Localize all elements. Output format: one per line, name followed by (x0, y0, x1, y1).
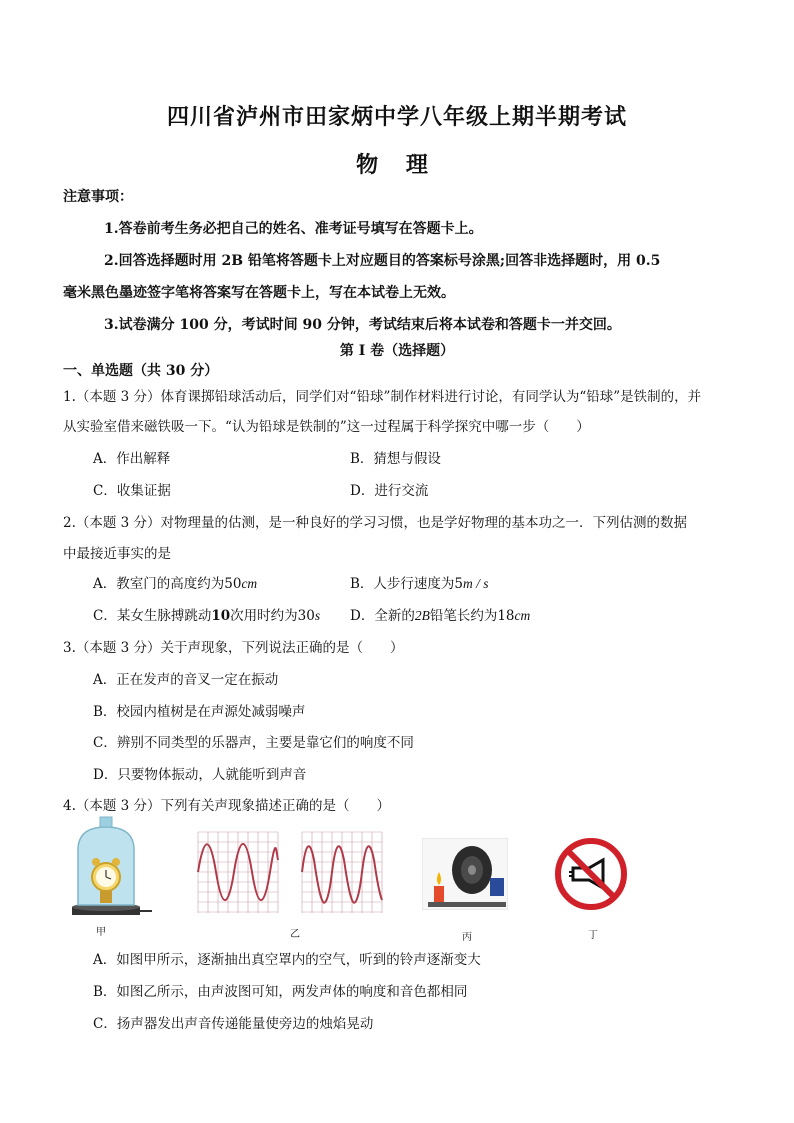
q2-a-unit: cm (241, 576, 258, 591)
q2-c-count: 10 (211, 608, 231, 624)
q2-d-pencil: 2B (414, 608, 430, 623)
q2-b-unit: m / s (463, 576, 489, 591)
q1-option-d: D．进行交流 (350, 483, 429, 499)
caption-ding: 丁 (588, 930, 598, 941)
bell-jar-figure (70, 815, 155, 920)
notice-item-1: 1.答卷前考生务必把自己的姓名、准考证号填写在答题卡上。 (104, 221, 483, 237)
q3-stem: 3.（本题 3 分）关于声现象，下列说法正确的是（ ） (63, 640, 404, 656)
q2-c-unit: s (314, 608, 321, 623)
q4-option-b: B．如图乙所示，由声波图可知，两发声体的响度和音色都相同 (93, 984, 468, 1000)
caption-jia: 甲 (96, 927, 106, 938)
q4-option-a: A．如图甲所示，逐渐抽出真空罩内的空气，听到的铃声逐渐变大 (93, 952, 481, 968)
waveform-figure (196, 830, 396, 915)
q2-stem-line1: 2.（本题 3 分）对物理量的估测，是一种良好的学习习惯，也是学好物理的基本功之一．下列估测的数据 (63, 515, 688, 531)
caption-bing: 丙 (462, 932, 472, 943)
section-heading: 一、单选题（共 30 分） (63, 363, 219, 379)
part1-title: 第 I 卷（选择题） (339, 343, 455, 359)
caption-yi: 乙 (290, 929, 300, 940)
q2-c-text: C．某女生脉搏跳动 (93, 608, 212, 624)
q3-option-d: D．只要物体振动，人就能听到声音 (93, 767, 307, 783)
no-horn-sign-figure (553, 836, 629, 912)
notice-heading: 注意事项： (63, 189, 133, 205)
notice-item-2a: 2.回答选择题时用 2B 铅笔将答题卡上对应题目的答案标号涂黑;回答非选择题时，用 0.5 (104, 253, 661, 269)
q2-c-text2: 次用时约为 (230, 608, 298, 624)
q1-stem-line1: 1.（本题 3 分）体育课掷铅球活动后，同学们对“铅球”制作材料进行讨论，有同学认为“铅球”是铁制的，并 (63, 389, 702, 405)
subject-title: 物 理 (356, 152, 438, 178)
page-title: 四川省泸州市田家炳中学八年级上期半期考试 (166, 104, 627, 130)
q1-stem-line2: 从实验室借来磁铁吸一下。“认为铅球是铁制的”这一过程属于科学探究中哪一步（ ） (63, 419, 590, 435)
q2-d-value: 18 (497, 608, 515, 624)
q2-a-value: 50 (224, 576, 242, 592)
q2-d-text: D．全新的 (350, 608, 415, 624)
q2-d-unit: cm (514, 608, 531, 623)
q1-option-b: B．猜想与假设 (350, 451, 441, 467)
q4-option-c: C．扬声器发出声音传递能量使旁边的烛焰晃动 (93, 1016, 374, 1032)
q2-c-value: 30 (297, 608, 315, 624)
q1-option-a: A．作出解释 (93, 451, 171, 467)
q2-b-text: B．人步行速度为 (350, 576, 455, 592)
speaker-candle-figure (422, 838, 508, 910)
q2-option-a (93, 572, 257, 592)
q2-stem-line2: 中最接近事实的是 (63, 546, 171, 562)
notice-item-2b: 毫米黑色墨迹签字笔将答案写在答题卡上，写在本试卷上无效。 (63, 285, 455, 301)
q2-option-b (350, 572, 489, 592)
q2-option-c (93, 604, 320, 624)
q4-stem: 4.（本题 3 分）下列有关声现象描述正确的是（ ） (63, 798, 391, 814)
q2-option-d (350, 604, 530, 624)
q3-option-b: B．校园内植树是在声源处减弱噪声 (93, 704, 306, 720)
q2-b-value: 5 (454, 576, 464, 592)
q1-option-c: C．收集证据 (93, 483, 171, 499)
notice-item-3: 3.试卷满分 100 分，考试时间 90 分钟，考试结束后将本试卷和答题卡一并交回。 (104, 317, 621, 333)
q2-d-text2: 铅笔长约为 (429, 608, 498, 624)
q3-option-a: A．正在发声的音叉一定在振动 (93, 672, 279, 688)
q3-option-c: C．辨别不同类型的乐器声，主要是靠它们的响度不同 (93, 735, 414, 751)
q2-a-text: A．教室门的高度约为 (93, 576, 225, 592)
